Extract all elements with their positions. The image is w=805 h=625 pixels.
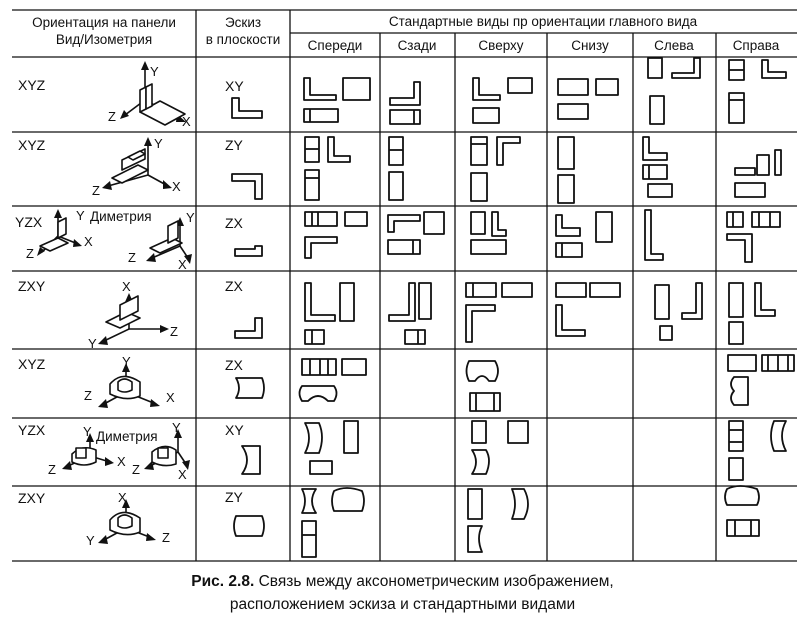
row5-axis-z: Z <box>84 388 92 403</box>
row6-axis-x2: X <box>178 467 187 482</box>
row6-axis-x1: X <box>117 454 126 469</box>
view-front: Спереди <box>307 38 363 53</box>
row2-axis-z: Z <box>92 183 100 198</box>
row4-plane: ZX <box>225 278 243 294</box>
row2-plane: ZY <box>225 137 243 153</box>
row5-axonometric <box>84 354 175 408</box>
row2-axis-x: X <box>172 179 181 194</box>
row7-axis-y: Y <box>86 533 95 548</box>
row1-orientation: XYZ <box>18 77 46 93</box>
row3-axis-x1: X <box>84 234 93 249</box>
row3-axis-z2: Z <box>128 250 136 265</box>
view-top: Сверху <box>478 38 524 53</box>
row4-orientation: ZXY <box>18 278 46 294</box>
caption-text1: Связь между аксонометрическим изображением, <box>258 573 614 590</box>
row3-axis-z1: Z <box>26 246 34 261</box>
caption-line1 <box>0 573 805 591</box>
header-sketch-line2: в плоскости <box>205 32 281 47</box>
row7-axonometric <box>86 490 170 548</box>
row1-plane: XY <box>225 78 244 94</box>
row6-axis-y1: Y <box>83 424 92 439</box>
header-sketch-line1: Эскиз <box>224 15 262 30</box>
row2-orientation: XYZ <box>18 137 46 153</box>
row7-plane: ZY <box>225 489 243 505</box>
row5-plane: ZX <box>225 357 243 373</box>
view-back: Сзади <box>397 38 437 53</box>
header-orientation-line2: Вид/Изометрия <box>55 32 153 47</box>
row4-axis-x: X <box>122 279 131 294</box>
row6-orientation: YZX <box>18 422 46 438</box>
row6-axis-z2: Z <box>132 462 140 477</box>
row1-axis-x: X <box>182 114 191 129</box>
view-bottom: Снизу <box>571 38 609 53</box>
row3-axis-x2: X <box>178 257 187 272</box>
row6-dimetry-label: Диметрия <box>96 429 158 444</box>
row6-axis-y2: Y <box>172 420 181 435</box>
row7-orientation: ZXY <box>18 490 46 506</box>
row4-axis-y: Y <box>88 336 97 351</box>
view-left: Слева <box>654 38 694 53</box>
row5-axis-y: Y <box>122 354 131 369</box>
row2-axis-y: Y <box>154 136 163 151</box>
row3-axis-y2: Y <box>186 210 195 225</box>
header-orientation-line1: Ориентация на панели <box>32 15 176 30</box>
row3-orientation: YZX <box>15 214 43 230</box>
row3-plane: ZX <box>225 215 243 231</box>
row2-axonometric <box>92 136 181 198</box>
row1-axis-z: Z <box>108 109 116 124</box>
header-standard-views: Стандартные виды пр ориентации главного вида <box>388 14 698 29</box>
row7-axis-z: Z <box>162 530 170 545</box>
row4-axonometric <box>88 279 178 351</box>
row1-axis-y: Y <box>150 64 159 79</box>
row3-axis-y1: Y <box>76 208 85 223</box>
row3-dimetry-label: Диметрия <box>90 209 152 224</box>
row5-axis-x: X <box>166 390 175 405</box>
row1-axonometric <box>108 61 191 129</box>
caption-line2: расположением эскиза и стандартными видами <box>229 596 576 613</box>
row4-axis-z: Z <box>170 324 178 339</box>
view-right: Справа <box>732 38 780 53</box>
caption-label: Рис. 2.8. <box>191 573 255 590</box>
row5-orientation: XYZ <box>18 356 46 372</box>
row6-plane: XY <box>225 422 244 438</box>
row7-axis-x: X <box>118 490 127 505</box>
sketch-column <box>232 98 264 536</box>
row6-axis-z1: Z <box>48 462 56 477</box>
